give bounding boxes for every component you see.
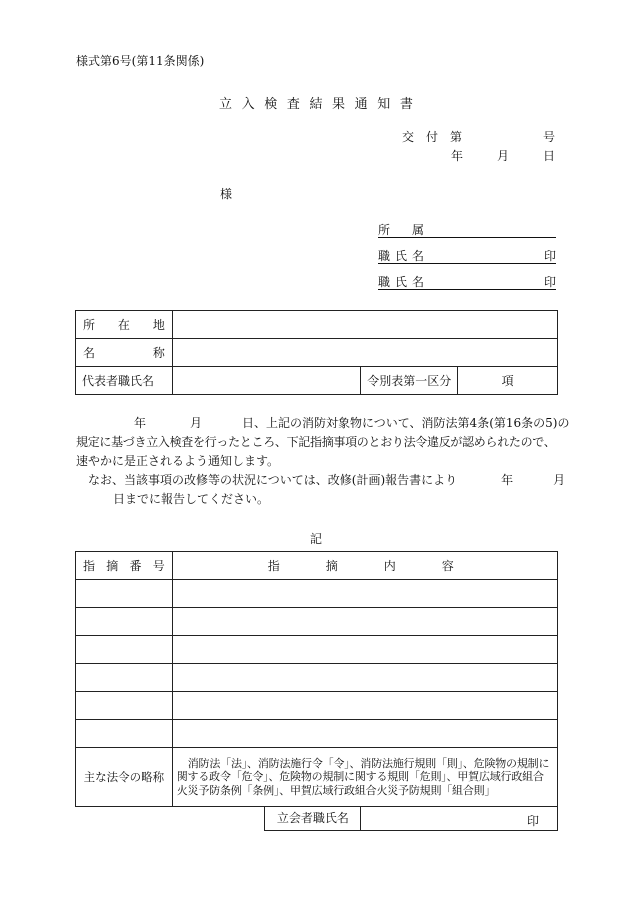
finding-number-cell[interactable] <box>76 664 173 692</box>
addressee-suffix: 様 <box>220 187 233 201</box>
table-row <box>76 664 558 692</box>
representative-label: 代表者職氏名 <box>76 367 173 395</box>
table-row <box>76 608 558 636</box>
finding-content-cell[interactable] <box>172 636 557 664</box>
issue-number-prefix: 交 付 第 <box>402 130 462 144</box>
table-row <box>76 692 558 720</box>
witness-value[interactable] <box>361 807 558 831</box>
category-value[interactable]: 項 <box>458 367 558 395</box>
name-label: 名 称 <box>76 339 173 367</box>
finding-number-cell[interactable] <box>76 608 173 636</box>
location-label: 所 在 地 <box>76 311 173 339</box>
seal-mark: 印 <box>526 814 539 828</box>
finding-content-cell[interactable] <box>172 580 557 608</box>
issue-number-suffix: 号 <box>543 130 556 144</box>
finding-number-header: 指 摘 番 号 <box>76 552 173 580</box>
name-value[interactable] <box>172 339 557 367</box>
seal-mark: 印 <box>543 249 556 263</box>
document-title: 立 入 検 査 結 果 通 知 書 <box>219 97 413 112</box>
location-value[interactable] <box>172 311 557 339</box>
signer-name-line-1: 職 氏 名 印 <box>378 249 556 263</box>
finding-content-cell[interactable] <box>172 608 557 636</box>
notice-paragraph-2: なお、当該事項の改修等の状況については、改修(計画)報告書により 年 月 日までに報告してください。 <box>88 473 566 506</box>
finding-number-cell[interactable] <box>76 720 173 748</box>
finding-content-header: 指 摘 内 容 <box>172 552 557 580</box>
finding-content-cell[interactable] <box>172 664 557 692</box>
table-row <box>76 720 558 748</box>
name-row <box>76 339 558 367</box>
finding-content-cell[interactable] <box>172 720 557 748</box>
laws-row <box>76 748 558 807</box>
witness-label: 立会者職氏名 <box>264 806 360 831</box>
representative-value[interactable] <box>172 367 361 395</box>
findings-table <box>75 551 558 831</box>
table-row <box>76 580 558 608</box>
laws-label: 主な法令の略称 <box>76 748 173 807</box>
form-number: 様式第6号(第11条関係) <box>76 54 205 68</box>
notice-paragraph-1: 年 月 日、上記の消防対象物について、消防法第4条(第16条の5)の 規定に基づき立入検査を行ったところ、下記指摘事項のとおり法令違反が認められたので、 速やかに是正されるよう通知します。 <box>76 416 570 468</box>
signer-name-line-2: 職 氏 名 印 <box>378 275 556 289</box>
finding-number-cell[interactable] <box>76 692 173 720</box>
date-year: 年 <box>451 149 464 163</box>
findings-header-row <box>76 552 558 580</box>
finding-content-cell[interactable] <box>172 692 557 720</box>
ki-heading: 記 <box>310 532 323 546</box>
finding-number-cell[interactable] <box>76 636 173 664</box>
table-row <box>76 636 558 664</box>
witness-row <box>76 807 558 831</box>
representative-row <box>76 367 558 395</box>
laws-text: 消防法「法」、消防法施行令「令」、消防法施行規則「則」、危険物の規制に関する政令「危令」、危険物の規制に関する規則「危則」、甲賀広域行政組合火災予防条例「条例」、甲賀広域行政組合火災予防規則「組合則」 <box>172 748 557 807</box>
seal-mark: 印 <box>543 275 556 289</box>
affiliation-line: 所 属 <box>378 221 556 238</box>
facility-info-table <box>75 310 558 395</box>
category-label: 令別表第一区分 <box>361 367 458 395</box>
location-row <box>76 311 558 339</box>
date-day: 日 <box>543 149 556 163</box>
date-month: 月 <box>497 149 510 163</box>
finding-number-cell[interactable] <box>76 580 173 608</box>
